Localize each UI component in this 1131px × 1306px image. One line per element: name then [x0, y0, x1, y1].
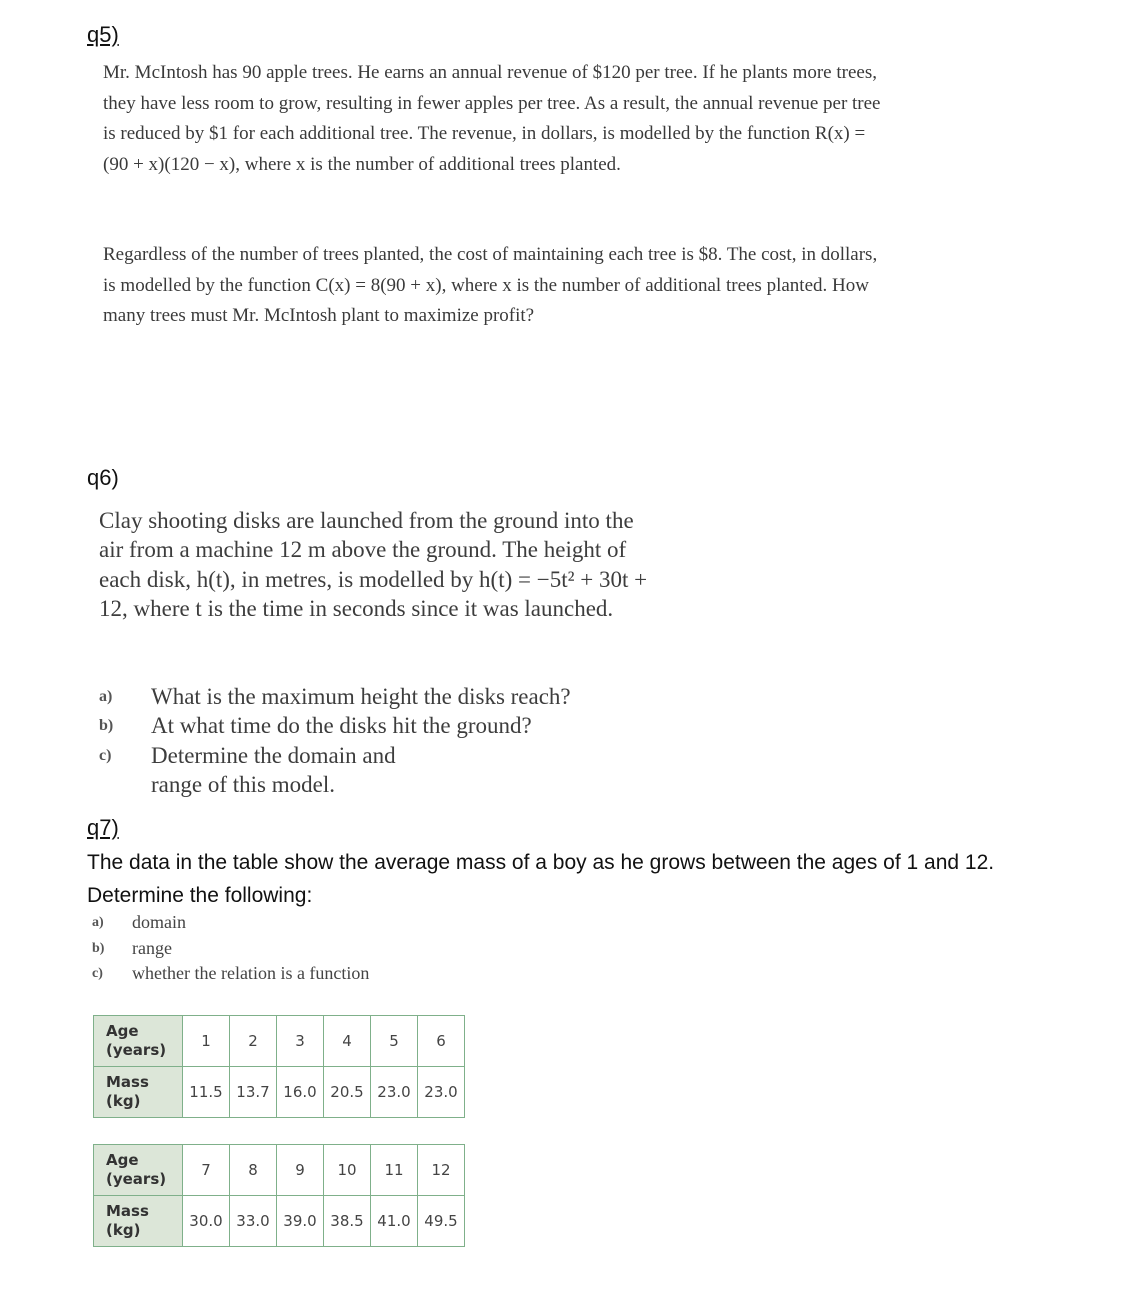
table-row-age	[94, 1145, 465, 1196]
q6-part-a	[97, 682, 691, 711]
q6-part-c	[97, 741, 691, 800]
mass-cell: 23.0	[418, 1067, 465, 1118]
mass-cell: 30.0	[183, 1196, 230, 1247]
q6-part-letter: c)	[99, 746, 112, 764]
age-cell: 6	[418, 1016, 465, 1067]
mass-cell: 23.0	[371, 1067, 418, 1118]
q5-paragraph-2: Regardless of the number of trees planted, the cost of maintaining each tree is $8. The cost, in dollars, is modelled by the function C(x) = 8(90 + x), where x is the number of additional trees planted. How many trees must Mr. McIntosh plant to maximize profit?	[103, 244, 878, 326]
q7-part-c	[92, 961, 369, 987]
age-cell: 2	[230, 1016, 277, 1067]
mass-cell: 39.0	[277, 1196, 324, 1247]
age-cell: 5	[371, 1016, 418, 1067]
mass-cell: 11.5	[183, 1067, 230, 1118]
mass-header-cell: Mass (kg)	[94, 1196, 183, 1247]
q7-part-text: domain	[132, 912, 186, 932]
mass-cell: 33.0	[230, 1196, 277, 1247]
q6-parts-list	[97, 682, 691, 799]
mass-cell: 13.7	[230, 1067, 277, 1118]
age-cell: 1	[183, 1016, 230, 1067]
q6-part-b	[97, 711, 691, 740]
q6-paragraph: Clay shooting disks are launched from the ground into the air from a machine 12 m above the ground. The height of each disk, h(t), in metres, is modelled by h(t) = −5t² + 30t + 12, where t is the time in seconds since it was launched.	[99, 508, 648, 621]
age-cell: 11	[371, 1145, 418, 1196]
table-row-mass	[94, 1196, 465, 1247]
q7-part-text: range	[132, 937, 172, 958]
q6-part-text: What is the maximum height the disks reach?	[151, 684, 571, 709]
q6-part-text: Determine the domain and range of this model.	[151, 742, 396, 797]
mass-table-ages-1-6	[93, 1015, 465, 1118]
table-row-mass	[94, 1067, 465, 1118]
age-cell: 10	[324, 1145, 371, 1196]
age-cell: 3	[277, 1016, 324, 1067]
age-header-cell: Age (years)	[94, 1145, 183, 1196]
q7-part-text: whether the relation is a function	[132, 963, 370, 983]
age-header-cell: Age (years)	[94, 1016, 183, 1067]
q7-intro: The data in the table show the average mass of a boy as he grows between the ages of 1 and 12. Determine the following:	[87, 851, 995, 907]
q7-parts-list	[92, 910, 369, 987]
q6-part-letter: a)	[99, 688, 113, 705]
q7-part-letter: b)	[92, 940, 105, 956]
table-row-age	[94, 1016, 465, 1067]
q7-part-a	[92, 910, 369, 936]
q7-part-b	[92, 936, 369, 962]
q6-part-letter: b)	[99, 717, 114, 735]
mass-header-cell: Mass (kg)	[94, 1067, 183, 1118]
age-cell: 12	[418, 1145, 465, 1196]
age-cell: 9	[277, 1145, 324, 1196]
mass-cell: 16.0	[277, 1067, 324, 1118]
q5-label: q5)	[87, 22, 119, 47]
age-cell: 8	[230, 1145, 277, 1196]
q7-part-letter: a)	[92, 915, 104, 930]
q7-label: q7)	[87, 815, 119, 840]
q6-part-text: At what time do the disks hit the ground?	[151, 713, 532, 739]
age-cell: 7	[183, 1145, 230, 1196]
q6-label: q6)	[87, 465, 119, 490]
age-cell: 4	[324, 1016, 371, 1067]
mass-table-ages-7-12	[93, 1144, 465, 1247]
mass-cell: 20.5	[324, 1067, 371, 1118]
mass-cell: 41.0	[371, 1196, 418, 1247]
mass-cell: 49.5	[418, 1196, 465, 1247]
mass-cell: 38.5	[324, 1196, 371, 1247]
q5-paragraph-1: Mr. McIntosh has 90 apple trees. He earns an annual revenue of $120 per tree. If he plants more trees, they have less room to grow, resulting in fewer apples per tree. As a result, the annual revenue per tree is reduced by $1 for each additional tree. The revenue, in dollars, is modelled by the function R(x) = (90 + x)(120 − x), where x is the number of additional trees planted.	[103, 62, 881, 175]
q7-part-letter: c)	[92, 966, 103, 981]
